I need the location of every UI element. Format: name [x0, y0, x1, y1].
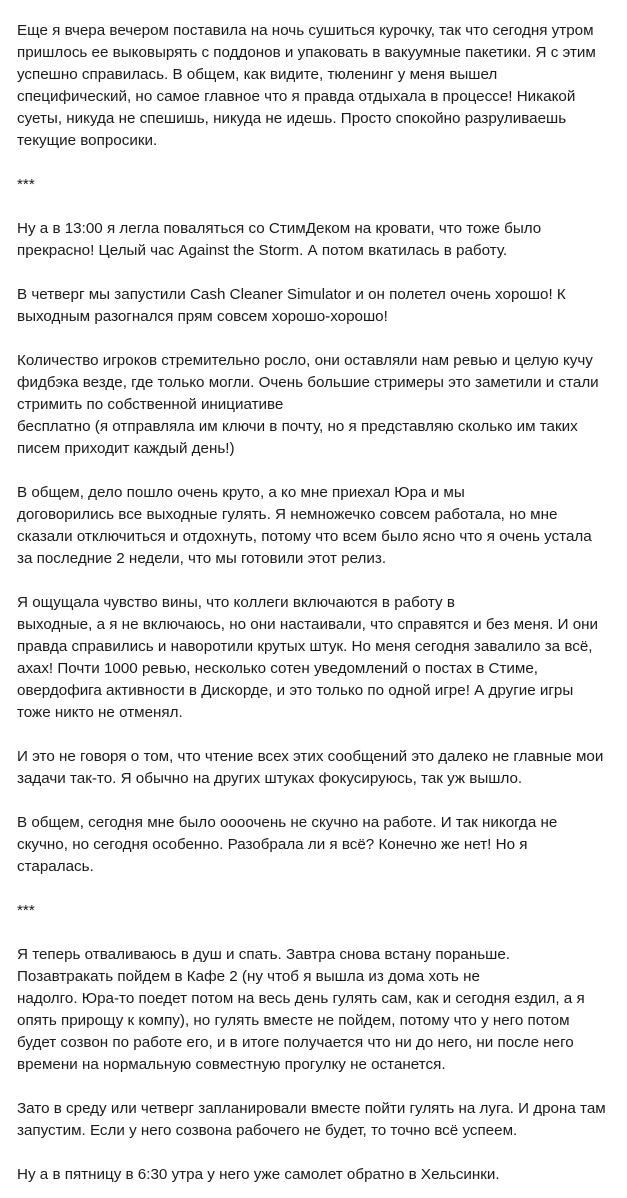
paragraph-line: времени на нормальную совместную прогулку не останется.: [17, 1056, 446, 1073]
paragraph-line: задачи так-то. Я обычно на других штуках фокусируюсь, так уж вышло.: [17, 770, 523, 787]
paragraph-line: за последние 2 недели, что мы готовили этот релиз.: [17, 550, 387, 567]
paragraph-line: прекрасно! Целый час Against the Storm. А потом вкатилась в работу.: [17, 242, 508, 259]
section-separator: ***: [17, 902, 35, 919]
paragraph-line: Позавтракать пойдем в Кафе 2 (ну чтоб я вышла из дома хоть не: [17, 968, 480, 985]
paragraph-line: старалась.: [17, 858, 94, 875]
section-separator: ***: [17, 176, 35, 193]
paragraph-line: правда справились и наворотили крутых штук. Но меня сегодня завалило за всё,: [17, 638, 593, 655]
paragraph-line: будет созвон по работе его, и в итоге получается что ни до него, ни после него: [17, 1034, 574, 1051]
paragraph: [17, 812, 617, 878]
paragraph-line: Ну а в 13:00 я легла поваляться со СтимДеком на кровати, что тоже было: [17, 220, 542, 237]
paragraph-line: писем приходит каждый день!): [17, 440, 235, 457]
paragraph-line: Зато в среду или четверг запланировали вместе пойти гулять на луга. И дрона там: [17, 1100, 606, 1117]
paragraph-line: суеты, никуда не спешишь, никуда не идешь. Просто спокойно разруливаешь: [17, 110, 567, 127]
paragraph-line: Количество игроков стремительно росло, они оставляли нам ревью и целую кучу: [17, 352, 593, 369]
paragraph: [17, 944, 617, 1076]
paragraph-line: сказали отключиться и отдохнуть, потому что всем было ясно что я очень устала: [17, 528, 592, 545]
paragraph: [17, 746, 617, 790]
paragraph-line: стримить по собственной инициативе: [17, 396, 284, 413]
paragraph-line: Я ощущала чувство вины, что коллеги включаются в работу в: [17, 594, 455, 611]
paragraph-line: запустим. Если у него созвона рабочего не будет, то точно всё успеем.: [17, 1122, 518, 1139]
paragraph: [17, 1098, 617, 1142]
paragraph: [17, 218, 617, 262]
paragraph-line: бесплатно (я отправляла им ключи в почту, но я представляю сколько им таких: [17, 418, 578, 435]
paragraph: [17, 592, 617, 724]
paragraph-line: договорились все выходные гулять. Я немножечко совсем работала, но мне: [17, 506, 558, 523]
paragraph-line: Я теперь отваливаюсь в душ и спать. Завтра снова встану пораньше.: [17, 946, 511, 963]
paragraph-line: тоже никто не отменял.: [17, 704, 183, 721]
paragraph: [17, 1164, 617, 1186]
paragraph-line: успешно справилась. В общем, как видите, тюленинг у меня вышел: [17, 66, 498, 83]
paragraph: [17, 284, 617, 328]
paragraph-line: В общем, дело пошло очень круто, а ко мне приехал Юра и мы: [17, 484, 465, 501]
paragraph-line: овердофига активности в Дискорде, и это только по одной игре! А другие игры: [17, 682, 574, 699]
paragraph-line: В общем, сегодня мне было оооочень не скучно на работе. И так никогда не: [17, 814, 558, 831]
paragraph-line: надолго. Юра-то поедет потом на весь день гулять сам, как и сегодня ездил, а я: [17, 990, 585, 1007]
paragraph-line: В четверг мы запустили Cash Cleaner Simulator и он полетел очень хорошо! К: [17, 286, 566, 303]
paragraph-line: Еще я вчера вечером поставила на ночь сушиться курочку, так что сегодня утром: [17, 22, 594, 39]
paragraph-line: выходным разогнался прям совсем хорошо-хорошо!: [17, 308, 388, 325]
paragraph-line: опять прирощу к компу), но гулять вместе не пойдем, потому что у него потом: [17, 1012, 570, 1029]
paragraph: [17, 350, 617, 460]
paragraph-line: специфический, но самое главное что я правда отдыхала в процессе! Никакой: [17, 88, 576, 105]
paragraph: [17, 20, 617, 152]
paragraph-line: фидбэка везде, где только могли. Очень большие стримеры это заметили и стали: [17, 374, 599, 391]
paragraph-line: пришлось ее выковырять с поддонов и упаковать в вакуумные пакетики. Я с этим: [17, 44, 596, 61]
paragraph-line: И это не говоря о том, что чтение всех этих сообщений это далеко не главные мои: [17, 748, 604, 765]
paragraph: [17, 482, 617, 570]
paragraph-line: Ну а в пятницу в 6:30 утра у него уже самолет обратно в Хельсинки.: [17, 1166, 500, 1183]
paragraph-line: текущие вопросики.: [17, 132, 158, 149]
paragraph-line: выходные, а я не включаюсь, но они настаивали, что справятся и без меня. И они: [17, 616, 599, 633]
paragraph-line: ахах! Почти 1000 ревью, несколько сотен уведомлений о постах в Стиме,: [17, 660, 539, 677]
paragraph-line: скучно, но сегодня особенно. Разобрала ли я всё? Конечно же нет! Но я: [17, 836, 528, 853]
